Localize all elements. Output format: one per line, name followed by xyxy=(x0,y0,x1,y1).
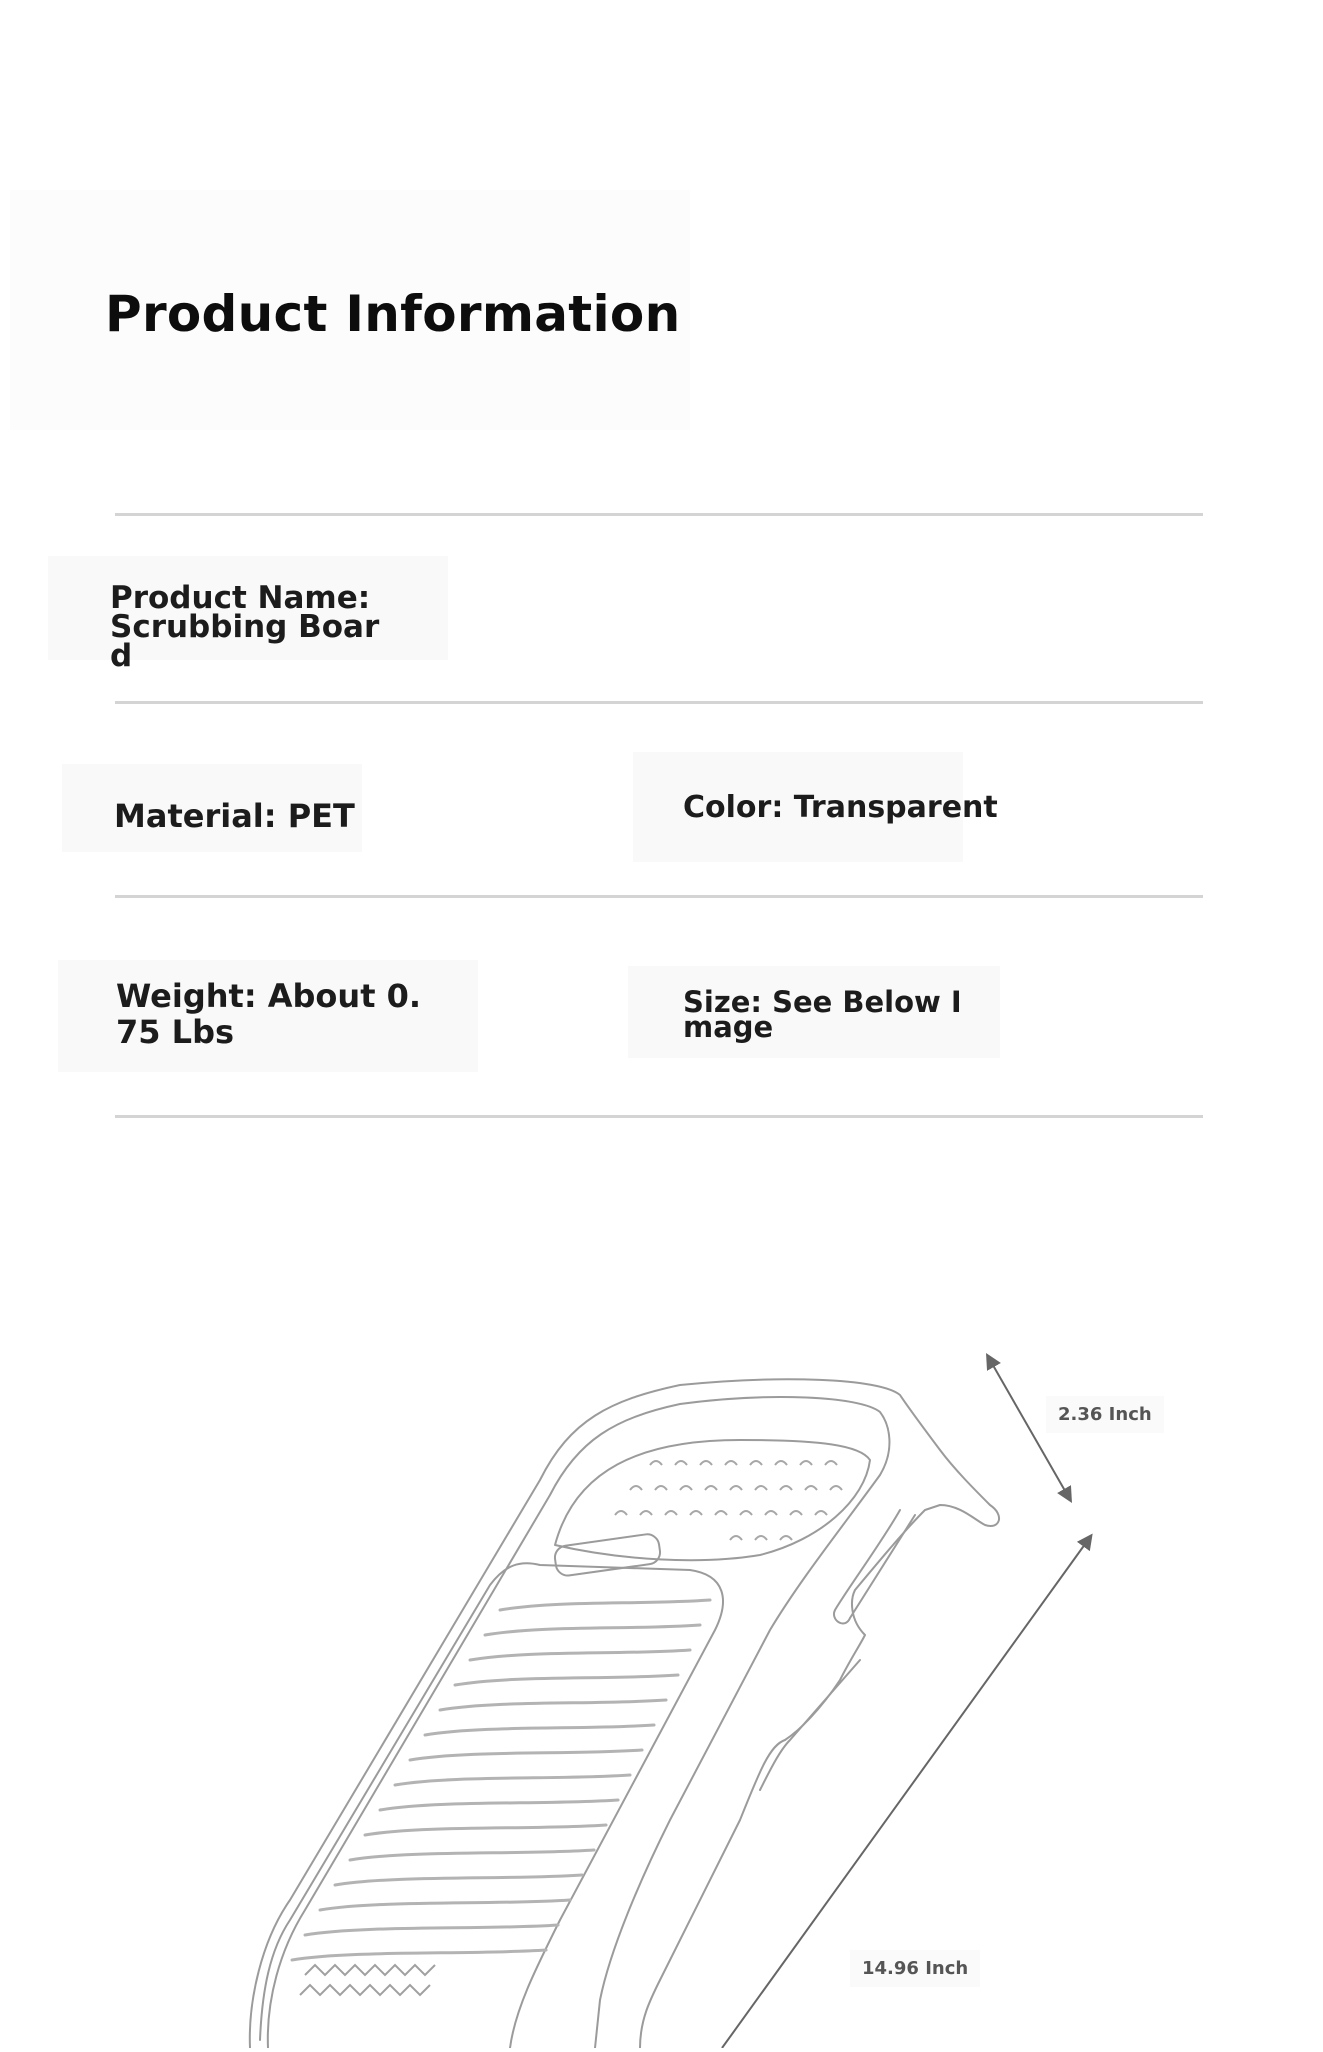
product-size: Size: See Below Image xyxy=(683,985,962,1044)
product-weight: Weight: About 0.75 Lbs xyxy=(116,977,422,1051)
divider xyxy=(115,513,1203,516)
width-dimension-label: 2.36 Inch xyxy=(1046,1396,1164,1433)
board-rim xyxy=(268,1397,890,2048)
divider xyxy=(115,701,1203,704)
product-image xyxy=(0,1300,1323,2048)
grater-pocket xyxy=(555,1440,870,1560)
product-name: Product Name: Scrubbing Board xyxy=(110,580,380,674)
length-dimension-label: 14.96 Inch xyxy=(850,1950,980,1987)
ribbed-panel xyxy=(260,1563,723,2048)
divider xyxy=(115,895,1203,898)
product-material: Material: PET xyxy=(114,797,355,835)
divider xyxy=(115,1115,1203,1118)
handle-grip xyxy=(760,1660,860,1790)
page-title: Product Information xyxy=(105,285,681,343)
product-color: Color: Transparent xyxy=(683,790,998,825)
board-outline xyxy=(250,1379,999,2048)
